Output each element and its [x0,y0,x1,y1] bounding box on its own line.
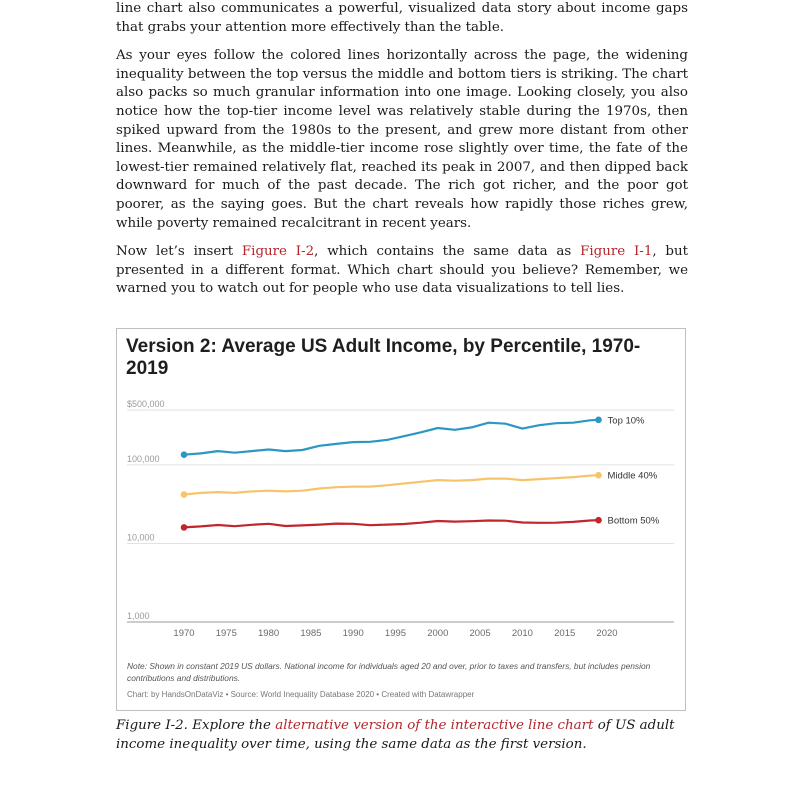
y-tick-label: 100,000 [127,453,160,464]
x-tick-label: 1995 [384,628,407,639]
series-label: Top 10% [607,415,645,427]
page-body [116,0,688,299]
series-start-point [181,451,188,458]
y-tick-label: 10,000 [127,532,155,543]
chart-note: Note: Shown in constant 2019 US dollars. National income for individuals aged 20 and over, prior to taxes and transfers, but includes pension contributions and distributions. [127,661,651,683]
chart-credit: Chart: by HandsOnDataViz • Source: World Inequality Database 2020 • Created with Datawrapper [127,690,475,699]
series-line [184,420,599,455]
x-tick-label: 2005 [469,628,491,639]
x-tick-label: 1985 [300,628,322,639]
series-end-point [595,417,602,424]
x-tick-label: 2010 [511,628,533,639]
paragraph-3-text-c: , but presented in a different format. Which chart should you believe? Remember, we warned you to watch out for people who use data visualizations to tell lies. [116,244,689,297]
caption-text-a: Figure I-2. Explore the [116,718,276,733]
paragraph-3-text-a: Now let’s insert [116,244,242,260]
series-start-point [181,524,188,531]
caption-text-b: of US adult income inequality over time, using the same data as the first version. [116,718,675,752]
x-tick-label: 2015 [554,628,576,639]
series-label: Bottom 50% [607,515,660,527]
figure-caption [116,716,688,754]
interactive-chart-link[interactable]: alternative version of the interactive line chart [275,718,594,733]
series-line [184,475,599,494]
x-tick-label: 1975 [215,628,237,639]
x-tick-label: 2020 [596,628,618,639]
chart-title: Version 2: Average US Adult Income, by Percentile, 1970-2019 [126,336,641,379]
figure-i-2-link[interactable]: Figure I-2 [241,244,315,260]
line-chart [117,329,685,659]
paragraph-2: As your eyes follow the colored lines horizontally across the page, the widening inequality between the top versus the middle and bottom tiers is striking. The chart also packs so much granular information into one image. Looking closely, you also notice how the top-tier income level was relatively stable during the 1970s, then spiked upward from the 1980s to the present, and grew more distant from other lines. Meanwhile, as the middle-tier income rose slightly over time, the fate of the lowest-tier remained relatively flat, reached its peak in 2007, and then dipped back downward for much of the past decade. The rich got richer, and the poor got poorer, as the saying goes. But the chart reveals how rapidly those riches grew, while poverty remained recalcitrant in recent years. [116,48,688,231]
series-line [184,520,599,527]
paragraph-1: line chart also communicates a powerful, visualized data story about income gaps that grabs your attention more effectively than the table. [116,1,688,35]
paragraph-3-text-b: , which contains the same data as [314,244,581,260]
series-end-point [595,472,602,479]
figure-i-2 [116,328,686,711]
x-tick-label: 2000 [427,628,449,639]
x-tick-label: 1970 [173,628,195,639]
x-tick-label: 1980 [258,628,280,639]
series-end-point [595,517,602,524]
x-tick-label: 1990 [342,628,364,639]
paragraph-3 [116,243,688,299]
series-label: Middle 40% [607,470,658,482]
y-tick-label: 1,000 [127,611,150,621]
figure-i-1-link[interactable]: Figure I-1 [580,244,653,260]
y-tick-label: $500,000 [127,399,165,409]
series-start-point [181,491,188,498]
